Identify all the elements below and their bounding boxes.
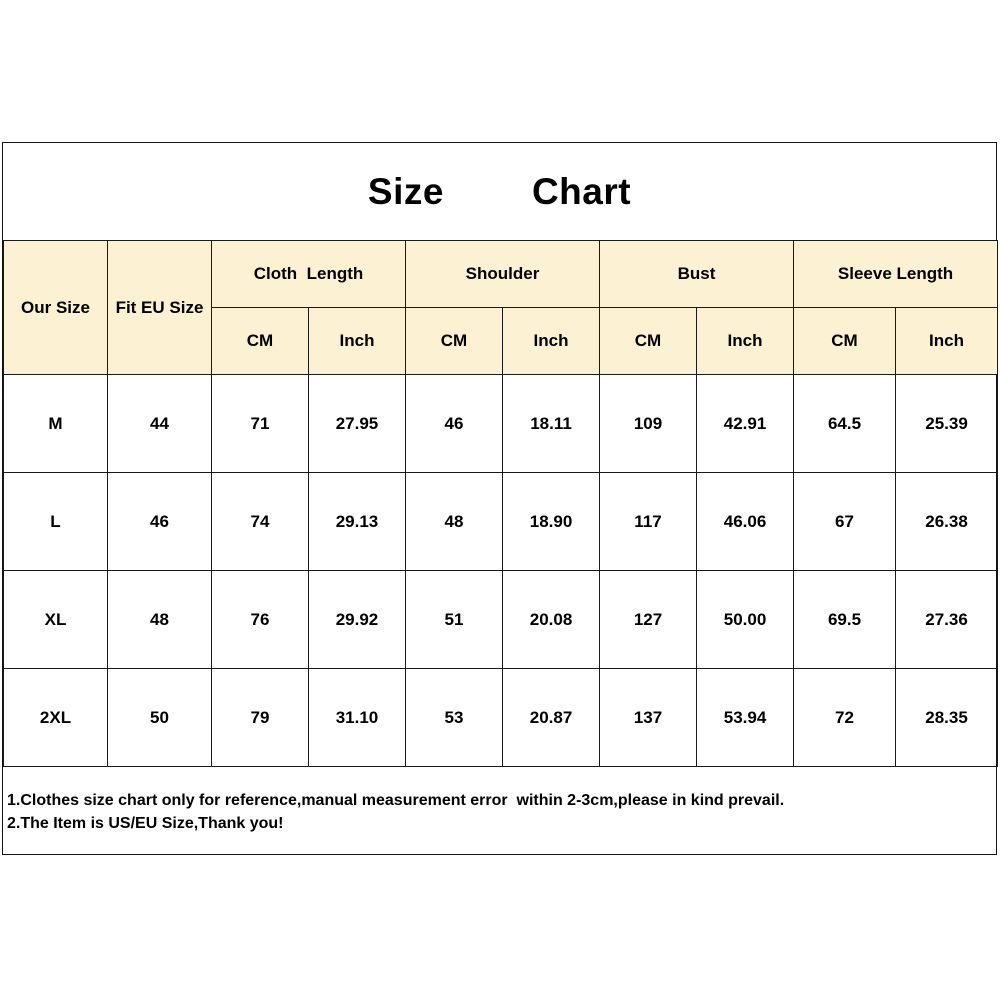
cell-value: 117 — [600, 473, 697, 571]
cell-fit-eu: 50 — [108, 669, 212, 767]
cell-our-size: 2XL — [4, 669, 108, 767]
size-table — [3, 240, 998, 767]
header-our-size: Our Size — [4, 241, 108, 375]
cell-value: 53.94 — [697, 669, 794, 767]
cell-value: 48 — [406, 473, 503, 571]
cell-fit-eu: 46 — [108, 473, 212, 571]
cell-value: 53 — [406, 669, 503, 767]
unit-cell: CM — [212, 308, 309, 375]
unit-cell: CM — [600, 308, 697, 375]
cell-value: 27.95 — [309, 375, 406, 473]
cell-value: 25.39 — [896, 375, 998, 473]
table-row — [4, 375, 998, 473]
header-cloth-length: Cloth Length — [212, 241, 406, 308]
unit-cell: Inch — [697, 308, 794, 375]
cell-fit-eu: 48 — [108, 571, 212, 669]
cell-value: 29.92 — [309, 571, 406, 669]
cell-value: 31.10 — [309, 669, 406, 767]
unit-cell: Inch — [309, 308, 406, 375]
title-word-chart: Chart — [531, 170, 632, 212]
note-line: 1.Clothes size chart only for reference,manual measurement error within 2-3cm,please in kind prevail. — [7, 792, 785, 809]
cell-value: 26.38 — [896, 473, 998, 571]
cell-value: 27.36 — [896, 571, 998, 669]
cell-value: 74 — [212, 473, 309, 571]
table-row — [4, 669, 998, 767]
unit-cell: Inch — [896, 308, 998, 375]
cell-value: 109 — [600, 375, 697, 473]
cell-value: 64.5 — [794, 375, 896, 473]
cell-value: 42.91 — [697, 375, 794, 473]
cell-value: 18.90 — [503, 473, 600, 571]
cell-value: 71 — [212, 375, 309, 473]
cell-value: 20.87 — [503, 669, 600, 767]
cell-value: 72 — [794, 669, 896, 767]
unit-cell: Inch — [503, 308, 600, 375]
cell-fit-eu: 44 — [108, 375, 212, 473]
cell-value: 79 — [212, 669, 309, 767]
table-row — [4, 571, 998, 669]
notes — [7, 789, 987, 835]
cell-value: 69.5 — [794, 571, 896, 669]
cell-value: 51 — [406, 571, 503, 669]
cell-our-size: M — [4, 375, 108, 473]
cell-value: 127 — [600, 571, 697, 669]
cell-value: 67 — [794, 473, 896, 571]
cell-our-size: L — [4, 473, 108, 571]
title-word-size: Size — [367, 170, 444, 212]
cell-value: 46 — [406, 375, 503, 473]
cell-value: 76 — [212, 571, 309, 669]
cell-value: 50.00 — [697, 571, 794, 669]
header-bust: Bust — [600, 241, 794, 308]
cell-value: 20.08 — [503, 571, 600, 669]
cell-value: 137 — [600, 669, 697, 767]
cell-value: 28.35 — [896, 669, 998, 767]
cell-value: 29.13 — [309, 473, 406, 571]
size-chart-frame — [2, 142, 997, 855]
page-title — [3, 143, 996, 240]
header-shoulder: Shoulder — [406, 241, 600, 308]
header-sleeve-length: Sleeve Length — [794, 241, 998, 308]
cell-our-size: XL — [4, 571, 108, 669]
header-fit-eu-size: Fit EU Size — [108, 241, 212, 375]
cell-value: 18.11 — [503, 375, 600, 473]
note-line: 2.The Item is US/EU Size,Thank you! — [7, 815, 284, 832]
unit-cell: CM — [406, 308, 503, 375]
header-row-groups — [4, 241, 998, 308]
table-row — [4, 473, 998, 571]
cell-value: 46.06 — [697, 473, 794, 571]
unit-cell: CM — [794, 308, 896, 375]
